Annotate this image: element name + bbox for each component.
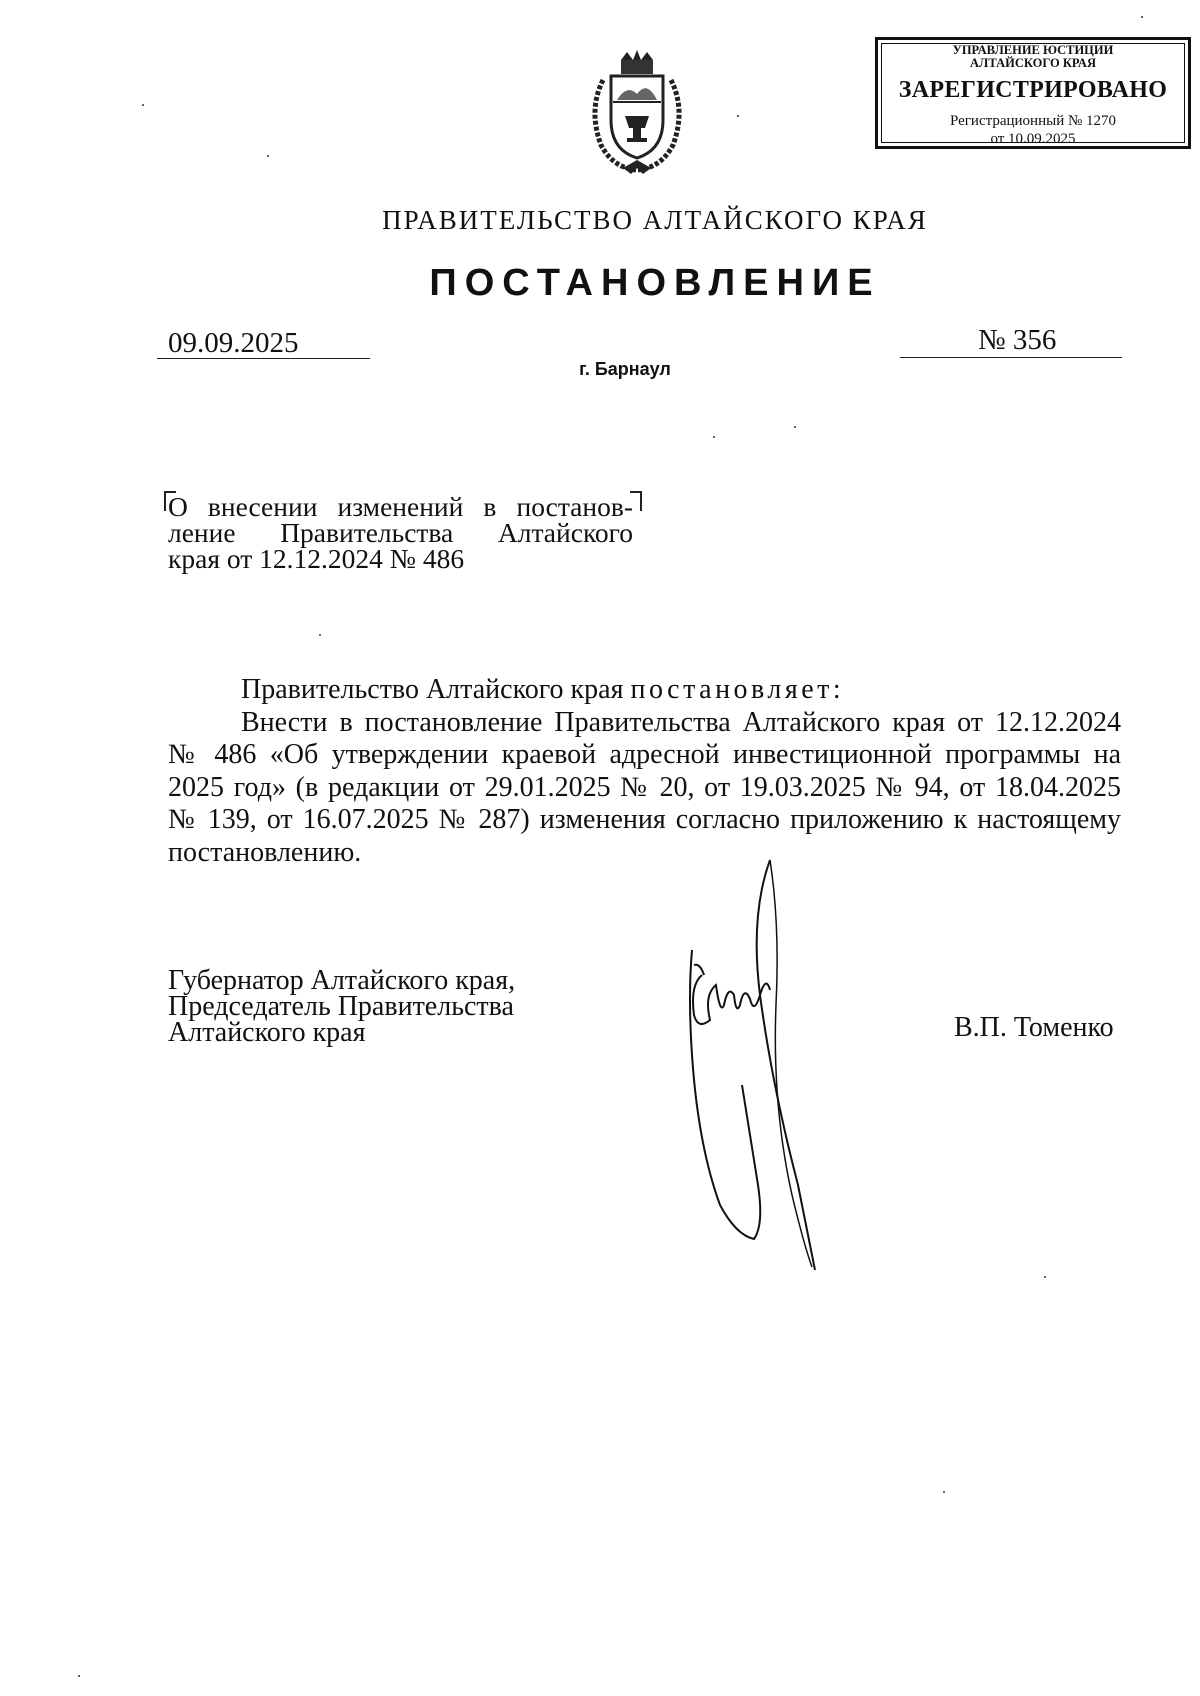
- issuing-authority: ПРАВИТЕЛЬСТВО АЛТАЙСКОГО КРАЯ: [382, 205, 928, 235]
- coat-of-arms-emblem: [583, 50, 691, 178]
- document-type: ПОСТАНОВЛЕНИЕ: [429, 262, 881, 304]
- paragraph-line: постановлению.: [168, 836, 362, 868]
- preamble-text: Правительство Алтайского края: [241, 674, 631, 705]
- scan-speck: [1044, 1276, 1046, 1278]
- stamp-organization: [878, 44, 1188, 70]
- stamp-status: ЗАРЕГИСТРИРОВАНО: [898, 77, 1168, 103]
- stamp-reg-number: Регистрационный № 1270: [949, 113, 1117, 129]
- signatory-title-line: Алтайского края: [168, 1017, 366, 1048]
- stamp-org-line2: АЛТАЙСКОГО КРАЯ: [970, 56, 1096, 70]
- paragraph-line: 2025 год» (в редакции от 29.01.2025 № 20, от 19.03.2025 № 94, от 18.04.2025: [168, 771, 1121, 803]
- main-paragraph: [168, 707, 1121, 870]
- signatory-name: В.П. Томенко: [954, 1012, 1114, 1043]
- issue-city: г. Барнаул: [579, 359, 671, 379]
- scan-speck: [267, 155, 269, 157]
- subject-line: края от 12.12.2024 № 486: [168, 543, 465, 574]
- scan-speck: [142, 104, 144, 106]
- document-subject: [168, 491, 633, 574]
- document-number: № 356: [978, 324, 1057, 356]
- signatory-title-line: Губернатор Алтайского края,: [168, 965, 516, 996]
- paragraph-line: № 486 «Об утверждении краевой адресной инвестиционной программы на: [168, 739, 1121, 770]
- paragraph-line: № 139, от 16.07.2025 № 287) изменения согласно приложению к настоящему: [168, 804, 1121, 835]
- signatory-title: [168, 965, 516, 1048]
- scan-speck: [1141, 16, 1143, 18]
- stamp-org-line1: УПРАВЛЕНИЕ ЮСТИЦИИ: [952, 43, 1114, 57]
- document-body: [168, 674, 1121, 869]
- handwritten-signature: [680, 855, 860, 1275]
- stamp-registration: [878, 112, 1188, 148]
- registration-stamp: [875, 37, 1191, 149]
- preamble-action: постановляет:: [630, 674, 845, 705]
- preamble-paragraph: [168, 674, 1121, 707]
- scan-speck: [943, 1491, 945, 1493]
- document-date: 09.09.2025: [168, 327, 299, 359]
- scan-speck: [794, 426, 796, 428]
- number-underline: [900, 357, 1122, 358]
- paragraph-line: Внести в постановление Правительства Алтайского края от 12.12.2024: [241, 706, 1121, 738]
- scan-speck: [319, 634, 321, 636]
- scan-speck: [713, 436, 715, 438]
- stamp-reg-date: от 10.09.2025: [990, 131, 1076, 147]
- signatory-title-line: Председатель Правительства: [168, 991, 514, 1022]
- scan-speck: [737, 115, 739, 117]
- subject-line: О внесении изменений в постанов-: [168, 491, 633, 522]
- scan-speck: [78, 1675, 80, 1677]
- subject-line: ление Правительства Алтайского: [168, 517, 633, 548]
